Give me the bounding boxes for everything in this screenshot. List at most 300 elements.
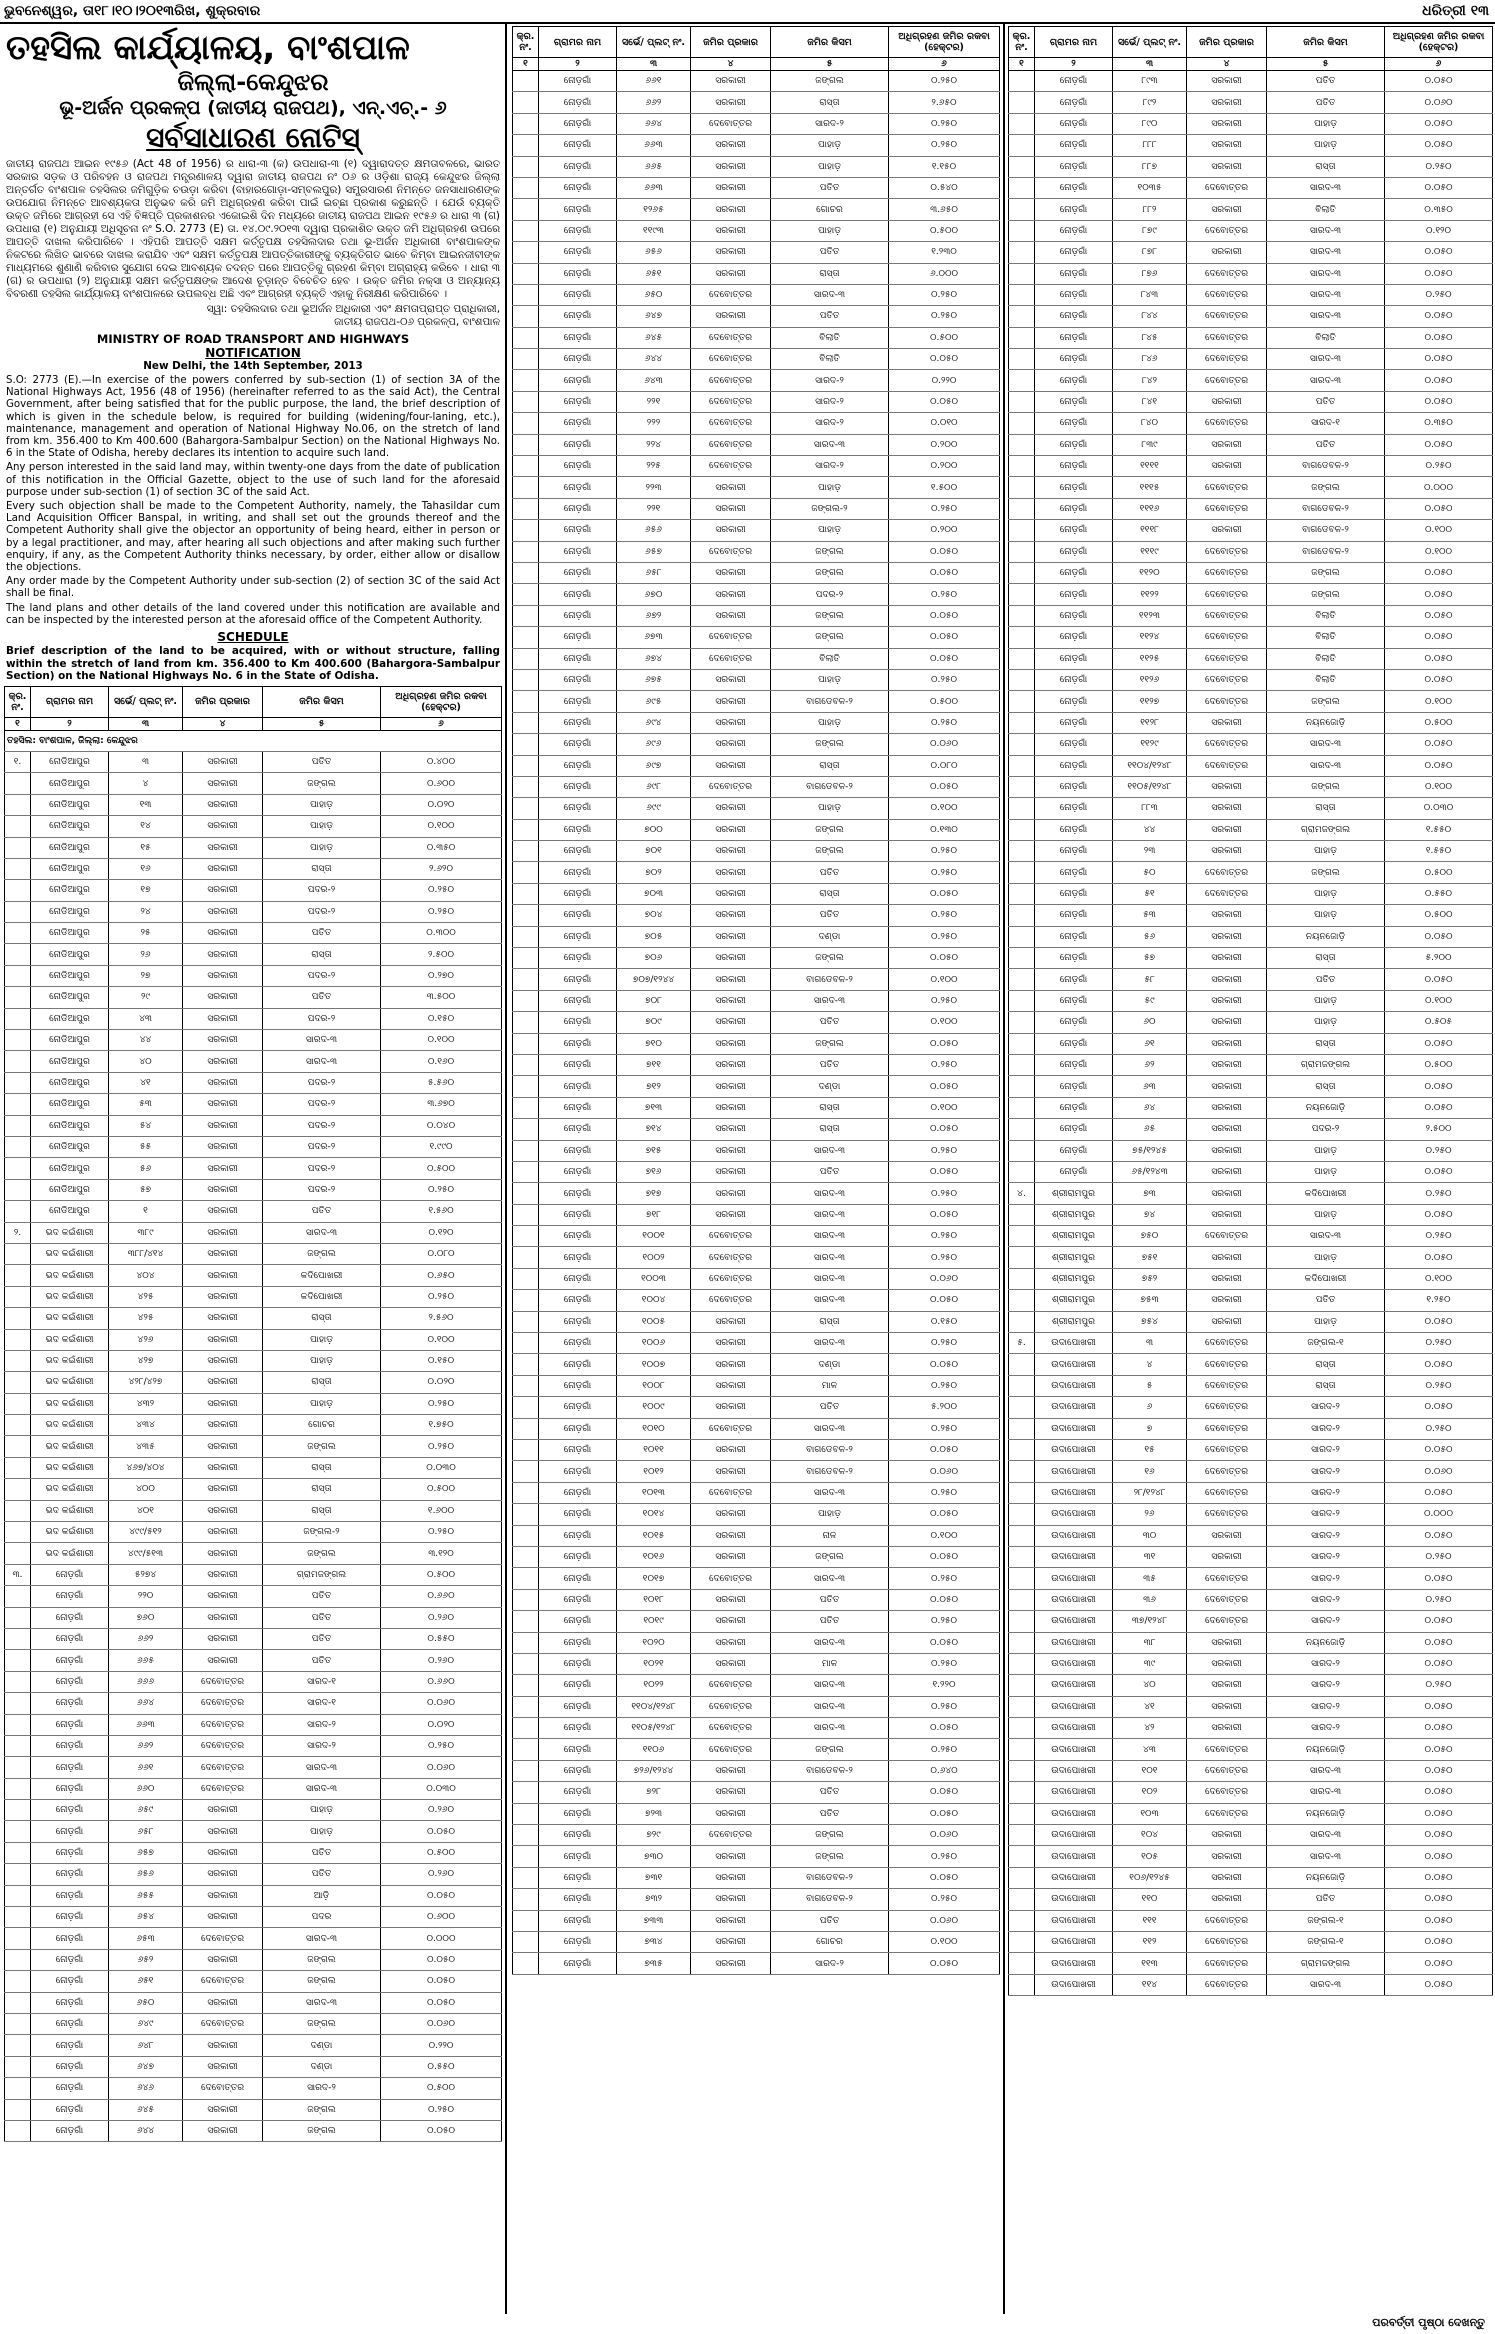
signature-line-1: ସ୍ୱା: ତହସିଲଦାର ତଥା ଭୂଅର୍ଜନ ଅଧିକାରୀ ଏବଂ କ୍ଷମତାପ୍ରାପ୍ତ ପ୍ରାଧିକାରୀ, [206,303,500,315]
table-cell: ପତିତ [263,751,381,772]
table-cell: ୧.୯୯୦ [381,1136,502,1157]
table-cell [513,156,539,177]
table-row [513,948,1000,969]
table-cell [513,1953,539,1974]
table-cell: ୦.୦୬୦ [889,734,1000,755]
table-cell: ପତିତ [263,1842,381,1863]
table-cell [5,1543,31,1564]
table-cell: ସରକାରୀ [691,819,771,840]
table-cell: ୪୪ [109,1030,183,1051]
table-cell: ନୟନଜୋଡ଼ି [1267,1097,1385,1118]
table-cell: ୭୧୩ [617,1097,691,1118]
table-cell: ସରକାରୀ [1187,71,1267,92]
table-cell: ସାରଦ-୨ [771,370,889,391]
table-row [1009,135,1493,156]
table-cell [5,1030,31,1051]
table-cell: ୦.୧୩୦ [889,819,1000,840]
table-cell: ଦେବୋତ୍ତର [691,776,771,797]
table-cell: ଦଣ୍ଡା [771,1076,889,1097]
table-cell: ସାରଦ-୨ [1267,1504,1385,1525]
table-cell: ନୋଡିଆପୁର [31,1158,109,1179]
table-cell: ୬୬୨ [109,1628,183,1649]
table-cell [513,712,539,733]
table-cell: ୪୨୭ [109,1350,183,1371]
table-cell: ନୋଡ଼ଗାଁ [1035,669,1113,690]
table-cell: ନୋଡ଼ଗାଁ [1035,1033,1113,1054]
english-paragraph-1: S.O: 2773 (E).—In exercise of the powers conferred by sub-section (1) of section 3A of the National Highways Act, 1956 (48 of 1956) (hereinafter referred to as the said Act), the Central Government, after being satisfied that for the public purpose, the land, the brief description of which is given in the schedule below, is required for building (widening/four-laning, etc.), maintenance, management and operation of National Highway No.06, on the stretch of land from km. 356.400 to Km 400.600 (Bahargora-Sambalpur Section) on the National Highways No. 6 in the State of Odisha, hereby declares its intention to acquire such land. [6,375,500,460]
table-cell: ଭଦ କଇଁଶାରୀ [31,1372,109,1393]
table-cell: ବାଗଡେବଳ-୨ [771,1440,889,1461]
table-cell [5,1671,31,1692]
table-row [5,1136,502,1157]
table-cell: ୦.୨୫୦ [889,284,1000,305]
table-cell: ସରକାରୀ [691,177,771,198]
table-cell [5,1350,31,1371]
table-cell: ନୋଡ଼ଗାଁ [539,242,617,263]
table-cell [513,370,539,391]
table-cell: ୧୦୨୦ [617,1632,691,1653]
table-cell [513,284,539,305]
table-cell: ଭଦ କଇଁଶାରୀ [31,1243,109,1264]
table-cell: ସରକାରୀ [691,1076,771,1097]
table-cell: ପଦର-୨ [263,880,381,901]
table-row [1009,627,1493,648]
table-cell: ନୟନଜୋଡ଼ି [1267,1867,1385,1888]
table-cell: ନୋଡ଼ଗାଁ [539,1953,617,1974]
table-cell: ନୋଡ଼ଗାଁ [31,2035,109,2056]
table-cell: ୧୧୦୪/୧୨୪୮ [617,1696,691,1717]
table-cell [1009,1589,1035,1610]
table-cell: ଉଦାପୋଖରୀ [1035,1504,1113,1525]
table-cell [5,1393,31,1414]
table-cell: ଉଦାପୋଖରୀ [1035,1568,1113,1589]
table-cell: ସରକାରୀ [691,1653,771,1674]
table-cell: ୬୬୪ [109,1693,183,1714]
table-cell [5,1607,31,1628]
table-cell: ୧୦୧୮ [617,1589,691,1610]
table-cell: ୧୦୦୫ [617,1311,691,1332]
table-row [5,1436,502,1457]
table-cell: ୦.୧୦୦ [889,1525,1000,1546]
table-row [513,1825,1000,1846]
table-row [513,1333,1000,1354]
table-cell: ସରକାରୀ [691,1311,771,1332]
table-cell: ସରକାରୀ [183,1628,263,1649]
table-cell: ୧୧୧୬ [1113,498,1187,519]
table-row [5,1286,502,1307]
table-cell: ସରକାରୀ [1187,1525,1267,1546]
table-cell [5,1094,31,1115]
table-row [513,92,1000,113]
table-row [5,1522,502,1543]
table-cell: ନୋଡ଼ଗାଁ [31,1928,109,1949]
table-cell: ନୋଡ଼ଗାଁ [539,1760,617,1781]
table-row [1009,1653,1493,1674]
table-cell [513,1311,539,1332]
table-cell: ନୋଡ଼ଗାଁ [1035,327,1113,348]
table-cell [1009,1461,1035,1482]
table-cell: ସରକାରୀ [183,1094,263,1115]
table-cell: ୦.୨୭୦ [381,965,502,986]
table-cell: ୫୩ [1113,905,1187,926]
table-row [1009,691,1493,712]
table-cell: ନୋଡ଼ଗାଁ [1035,883,1113,904]
table-cell: ସରକାରୀ [691,1161,771,1182]
table-cell: ୦.୦୫୦ [1385,1803,1493,1824]
table-cell: ସରକାରୀ [691,92,771,113]
table-cell: ୭୦୪ [617,905,691,926]
table-row [1009,1825,1493,1846]
table-cell: ୬୬୨ [109,1735,183,1756]
table-cell: ସାରଦ-୩ [771,1183,889,1204]
table-cell: ସରକାରୀ [691,926,771,947]
table-cell: ସରକାରୀ [183,1522,263,1543]
table-row [1009,498,1493,519]
table-cell [5,1885,31,1906]
table-cell: ସାରଦ-୩ [1267,177,1385,198]
table-cell [5,2099,31,2120]
table-cell: ୦.୦୫୦ [889,1504,1000,1525]
table-cell [513,605,539,626]
table-row [1009,71,1493,92]
table-cell: ସରକାରୀ [183,1564,263,1585]
table-row [1009,648,1493,669]
table-cell: ଜଙ୍ଗଲ [1267,862,1385,883]
table-cell: ନୋଡ଼ଗାଁ [539,220,617,241]
table-cell: ୭୩୧ [617,1867,691,1888]
table-cell: ସରକାରୀ [1187,1311,1267,1332]
table-cell: ଜଙ୍ଗଲ [771,1546,889,1567]
table-cell: ସରକାରୀ [183,1372,263,1393]
table-cell [1009,669,1035,690]
table-cell: ନୋଡ଼ଗାଁ [539,1012,617,1033]
table-cell [1009,156,1035,177]
table-row [1009,841,1493,862]
table-cell: ସାରଦ-୩ [1267,1760,1385,1781]
table-cell: ନୋଡ଼ଗାଁ [539,669,617,690]
table-cell: ସରକାରୀ [1187,1546,1267,1567]
table-cell: ୧୧୨୦ [1113,562,1187,583]
table-cell: ୦.୨୫୦ [381,1179,502,1200]
table-cell: ୦.୬୬୦ [381,1671,502,1692]
table-cell: ୨.୬୨୦ [381,858,502,879]
table-cell: ସାରଦ-୨ [771,1953,889,1974]
table-cell: ସାରଦ-୨ [1267,1611,1385,1632]
table-cell [513,1611,539,1632]
table-cell [1009,1803,1035,1824]
column-header: ଜମିର କିସମ [771,27,889,58]
table-cell: ପଦର-୨ [263,1158,381,1179]
table-cell [1009,1033,1035,1054]
column-header: ସର୍ଭେ/ ପ୍ଲଟ୍ ନଂ. [617,27,691,58]
table-cell: ଜଙ୍ଗଲ [771,541,889,562]
table-row [513,1632,1000,1653]
table-row [5,1329,502,1350]
table-cell: ୦.୨୫୦ [889,1846,1000,1867]
table-row [1009,456,1493,477]
table-row [5,2099,502,2120]
table-cell: ପାହାଡ଼ [263,794,381,815]
table-cell: ଉଦାପୋଖରୀ [1035,1974,1113,1995]
table-cell: ଉଦାପୋଖରୀ [1035,1525,1113,1546]
table-row [1009,113,1493,134]
table-row [5,837,502,858]
table-cell: ୦.୦୬୦ [381,2014,502,2035]
table-header-row [5,686,502,717]
table-cell: ଦେବୋତ୍ତର [691,113,771,134]
table-cell: ଦେବୋତ୍ତର [1187,349,1267,370]
table-row [513,1461,1000,1482]
table-row [1009,1354,1493,1375]
table-cell [513,1546,539,1567]
table-cell [5,1265,31,1286]
table-row [513,1546,1000,1567]
table-cell: ୦.୦୫୦ [1385,648,1493,669]
table-cell: ନୋଡିଆପୁର [31,794,109,815]
table-cell: ନୋଡ଼ଗାଁ [539,177,617,198]
table-row [5,1543,502,1564]
table-row [513,1867,1000,1888]
column-header: ଅଧିଗ୍ରହଣ ଜମିର ରକବା (ହେକ୍ଟର) [381,686,502,717]
table-cell: ୮୪୫ [1113,327,1187,348]
table-cell: ୦.୦୫୦ [1385,1974,1493,1995]
table-cell: ଭଦ କଇଁଶାରୀ [31,1286,109,1307]
table-cell [1009,541,1035,562]
table-cell [513,798,539,819]
table-cell: ୮୪୬ [1113,349,1187,370]
table-cell [513,926,539,947]
table-cell: ୦.୫୫୦ [1385,883,1493,904]
table-cell [1009,755,1035,776]
table-cell: ନୋଡିଆପୁର [31,751,109,772]
notice-signature [6,303,500,329]
table-cell: ୦.୧୬୦ [381,1051,502,1072]
table-cell: ଦେବୋତ୍ତର [183,2014,263,2035]
table-cell: ୧୦୦୭ [617,1354,691,1375]
table-cell: ୫୭ [109,1179,183,1200]
table-cell: ସରକାରୀ [691,1033,771,1054]
table-cell [1009,627,1035,648]
notice-project: ଭୂ-ଅର୍ଜନ ପ୍ରକଳ୍ପ (ଜାତୀୟ ରାଜପଥ), ଏନ୍.ଏଚ୍.- ୬ [59,97,447,119]
table-cell [513,113,539,134]
table-cell [5,1136,31,1157]
table-cell: ୬୯୯ [617,798,691,819]
table-cell: ୧.୫୫୦ [1385,841,1493,862]
table-cell: ୦.୦୫୦ [1385,584,1493,605]
table-cell: ସରକାରୀ [183,794,263,815]
table-cell: ସାରଦ-୨ [1267,1418,1385,1439]
table-cell: ରାସ୍ତା [771,263,889,284]
table-row [5,1671,502,1692]
table-row [5,965,502,986]
column-header: ଜମିର କିସମ [263,686,381,717]
table-cell: ସରକାରୀ [1187,1140,1267,1161]
table-cell: ଶ୍ରୀରାମପୁର [1035,1311,1113,1332]
table-cell: ଦେବୋତ୍ତର [1187,1782,1267,1803]
table-cell: ସରକାରୀ [183,1607,263,1628]
table-row [1009,1803,1493,1824]
table-cell: ସରକାରୀ [1187,135,1267,156]
table-row [1009,1632,1493,1653]
table-cell: ସରକାରୀ [183,1415,263,1436]
table-cell: ୩.୫୦୦ [381,987,502,1008]
table-cell: ସାରଦ-୩ [771,990,889,1011]
table-cell: ସରକାରୀ [1187,776,1267,797]
table-row [513,1846,1000,1867]
table-cell: ପାହାଡ଼ [263,816,381,837]
table-cell: ୦.୨୫୦ [1385,1546,1493,1567]
table-cell: ୦.୦୫୦ [1385,627,1493,648]
table-cell [513,1461,539,1482]
table-row [513,1354,1000,1375]
table-cell: ୬୬୧ [617,71,691,92]
table-row [513,1504,1000,1525]
table-cell [1009,1140,1035,1161]
table-row [1009,1119,1493,1140]
table-cell [5,1158,31,1179]
table-cell: ଦେବୋତ୍ତର [1187,370,1267,391]
table-cell: ୦.୦୫୦ [1385,1482,1493,1503]
table-cell [1009,1226,1035,1247]
table-cell: ସାରଦ-୩ [1267,242,1385,263]
table-cell: ନୋଡିଆପୁର [31,1094,109,1115]
table-cell: ସାରଦ-୩ [771,1718,889,1739]
table-cell: ଦେବୋତ୍ତର [1187,691,1267,712]
table-cell [1009,71,1035,92]
table-cell: ନୋଡ଼ଗାଁ [539,1611,617,1632]
table-cell [513,1290,539,1311]
table-cell [5,1907,31,1928]
table-cell: ବିଲାତି [1267,627,1385,648]
table-cell: ୪୩୨ [109,1393,183,1414]
table-cell: ୦.୦୫୦ [381,1885,502,1906]
table-cell [5,1949,31,1970]
table-cell: ଜଙ୍ଗଲ [1267,477,1385,498]
table-cell: ଭଦ କଇଁଶାରୀ [31,1308,109,1329]
table-cell [513,263,539,284]
table-cell: ୬୪୭ [617,306,691,327]
table-cell: ୪. [1009,1183,1035,1204]
table-cell: ନୟନଜୋଡ଼ି [1267,1632,1385,1653]
table-cell [513,1226,539,1247]
table-row [5,1650,502,1671]
table-cell: ଗ୍ରାମଜଙ୍ଗଲ [263,1564,381,1585]
table-cell: ସରକାରୀ [183,1350,263,1371]
table-cell: ଜଙ୍ଗଲ [263,1243,381,1264]
table-cell: ୦.୦୬୦ [889,1910,1000,1931]
table-cell: ସରକାରୀ [1187,1675,1267,1696]
section-row [5,730,502,751]
table-cell [5,1628,31,1649]
table-cell [5,1992,31,2013]
table-row [1009,177,1493,198]
table-cell: ନୋଡ଼ଗାଁ [1035,92,1113,113]
table-cell: ୬.୦୦୦ [889,263,1000,284]
table-cell [5,965,31,986]
table-cell: ୦.୨୫୦ [889,1739,1000,1760]
table-cell: ନୋଡ଼ଗାଁ [539,926,617,947]
table-cell: ଦେବୋତ୍ତର [1187,1910,1267,1931]
table-cell: ପାହାଡ଼ [1267,990,1385,1011]
table-row [513,1119,1000,1140]
table-cell: ଦେବୋତ୍ତର [1187,669,1267,690]
table-cell: ୧୦୧୯ [617,1611,691,1632]
table-cell [5,2035,31,2056]
table-cell: ୭୩୪ [617,1931,691,1952]
table-row [513,199,1000,220]
table-row [513,905,1000,926]
table-cell: ସରକାରୀ [691,669,771,690]
table-cell: ସାରଦ-୩ [263,1030,381,1051]
table-cell: ୦.୨୫୦ [1385,1140,1493,1161]
table-cell: ଦେବୋତ୍ତର [691,1418,771,1439]
table-cell: ଦେବୋତ୍ତର [183,1693,263,1714]
table-cell: ୦.୨୫୦ [1385,1183,1493,1204]
table-cell: ସରକାରୀ [691,1846,771,1867]
table-cell: ନୋଡ଼ଗାଁ [539,71,617,92]
table-row [1009,1611,1493,1632]
table-cell: ବିଲାତି [1267,327,1385,348]
table-cell: ୩ [1113,1333,1187,1354]
table-cell: ନୋଡ଼ଗାଁ [1035,584,1113,605]
table-cell: ୩୯ [1113,1653,1187,1674]
table-row [1009,220,1493,241]
table-cell: ସାରଦ-୨ [1267,1653,1385,1674]
table-cell: ୭୧୬ [617,1161,691,1182]
table-cell [513,1140,539,1161]
table-row [5,858,502,879]
table-cell: ସରକାରୀ [1187,1653,1267,1674]
table-cell: ୧୦୫ [1113,1846,1187,1867]
table-cell [513,1204,539,1225]
table-cell: କଦିପୋଖରୀ [1267,1268,1385,1289]
table-cell [513,1418,539,1439]
table-row [1009,755,1493,776]
table-cell: ୩ [109,751,183,772]
table-row [1009,1760,1493,1781]
table-cell: ୨୨୦ [109,1586,183,1607]
table-cell: ଦେବୋତ୍ତର [1187,1568,1267,1589]
column-separator [1003,24,1005,2314]
table-cell [1009,1568,1035,1589]
table-cell [5,944,31,965]
table-cell: ପତିତ [263,987,381,1008]
column-number: ୩ [617,58,691,71]
table-cell: ନୋଡ଼ଗାଁ [1035,648,1113,669]
table-cell: ୮୪୪ [1113,306,1187,327]
table-cell: ନୋଡ଼ଗାଁ [1035,1161,1113,1182]
table-cell: ୭୦୧ [617,841,691,862]
table-cell: ନୋଡ଼ଗାଁ [31,1992,109,2013]
table-cell: ୦.୦୫୦ [1385,1739,1493,1760]
table-cell: ୦.୦୫୦ [1385,263,1493,284]
table-cell: ଦେବୋତ୍ତର [691,541,771,562]
table-row [1009,263,1493,284]
table-cell: ୨.୬୫୦ [889,92,1000,113]
table-cell: ୦.୫୦୦ [889,327,1000,348]
table-cell: ନୋଡ଼ଗାଁ [539,1739,617,1760]
table-cell: ନୋଡ଼ଗାଁ [539,1889,617,1910]
column-separator [505,24,507,2314]
table-cell: ନୋଡ଼ଗାଁ [1035,1140,1113,1161]
table-cell: ୮୯୨ [1113,92,1187,113]
table-cell: ବିଲାତି [1267,648,1385,669]
table-cell: ୦.୦୫୦ [1385,926,1493,947]
table-cell: ନୋଡ଼ଗାଁ [31,1650,109,1671]
table-cell: ନୋଡ଼ଗାଁ [1035,1012,1113,1033]
table-cell: ୦.୨୨୦ [889,370,1000,391]
table-cell: ୧୧୦୫/୧୨୪୮ [1113,776,1187,797]
